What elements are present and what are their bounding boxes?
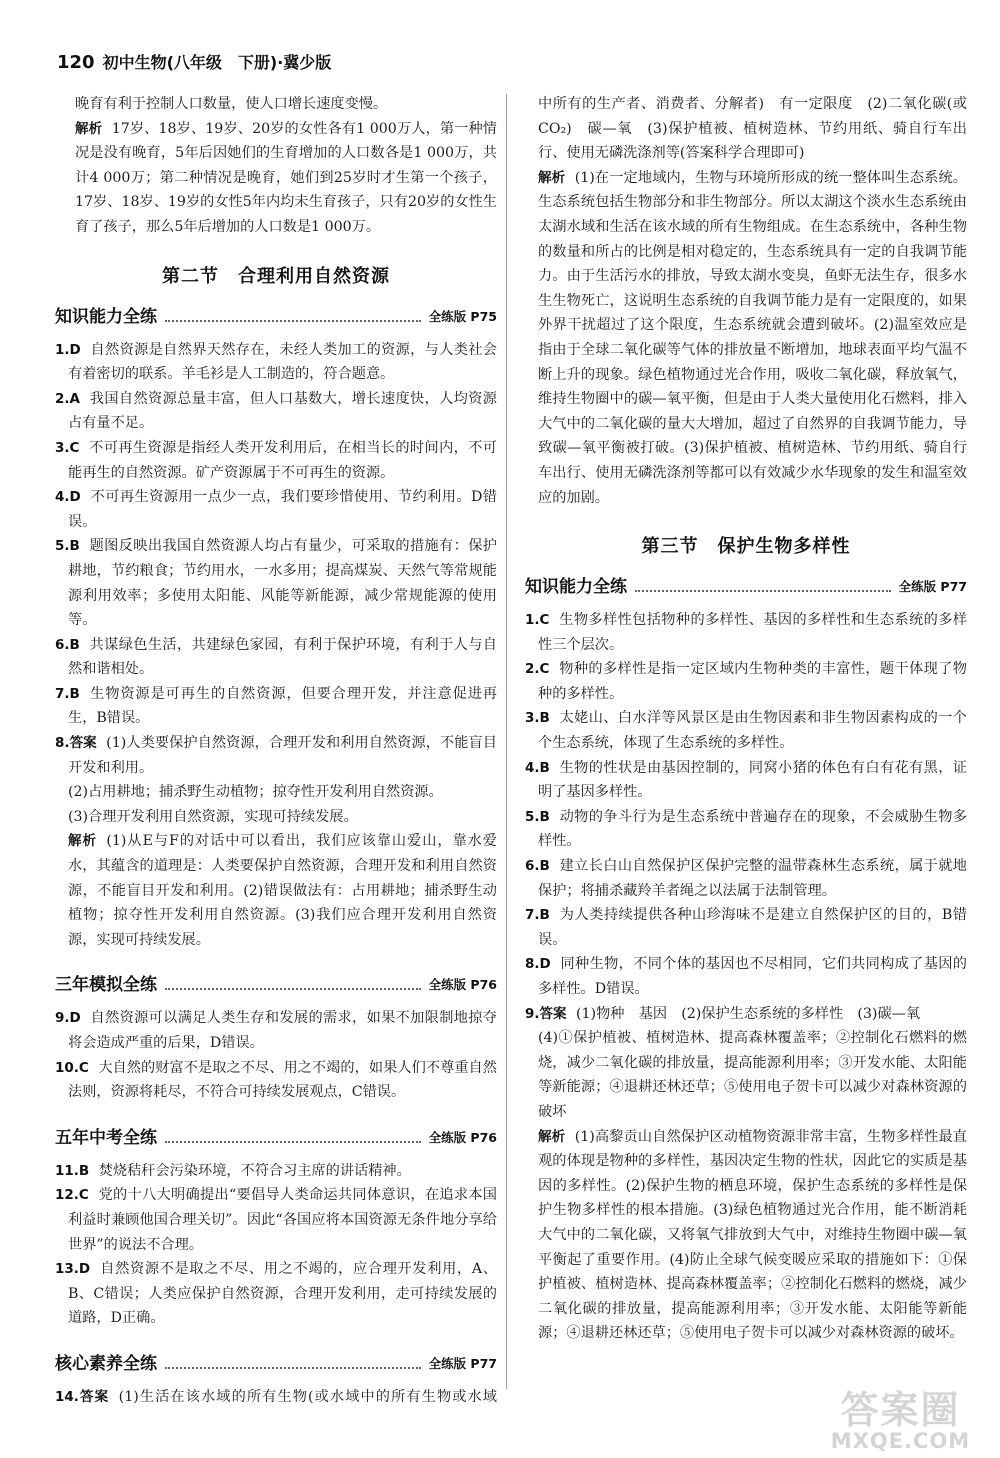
page-reference: 全练版 P75 bbox=[428, 308, 497, 324]
item-number: 1.D bbox=[55, 341, 81, 358]
analysis-label: 解析 bbox=[75, 120, 103, 137]
item-number: 2.A bbox=[55, 390, 80, 407]
item-explanation: 生物的性状是由基因控制的，同窝小猪的体色有白有花有黑，证明了基因多样性。 bbox=[538, 759, 967, 801]
section-title: 第三节 保护生物多样性 bbox=[641, 536, 851, 558]
item-number: 13.D bbox=[55, 1261, 91, 1278]
item-number: 1.C bbox=[525, 612, 550, 629]
item-number: 9.D bbox=[55, 1010, 81, 1027]
analysis-paragraph bbox=[525, 1125, 967, 1346]
subsection-heading bbox=[55, 1351, 497, 1377]
analysis-text: (1)高黎贡山自然保护区动植物资源非常丰富，生物多样性最直观的体现是物种的多样性，基因决定生物的性状，因此它的实质是基因的多样性。(2)保护生物的栖息环境，保护生态系统的多样性是保护生物多样性的根本措施。(3)绿色植物通过光合作用，能不断消耗大气中的二氧化碳，又将氧气排放到大气中，对维持生物圈中碳—氧平衡起了重要作用。(4)防止全球气候变暖应采取的措施如下：①保护植被、植树造林、提高森林覆盖率；②控制化石燃料的燃烧，减少二氧化碳的排放量，提高能源利用率；③开发水能、太阳能等新能源；④退耕还林还草；⑤使用电子贺卡可以减少对森林资源的破坏。 bbox=[538, 1128, 967, 1342]
watermark-site: MXQE.COM bbox=[830, 1429, 971, 1453]
item-explanation: 焚烧秸秆会污染环境，不符合习主席的讲话精神。 bbox=[98, 1162, 411, 1179]
analysis-label: 解析 bbox=[538, 1128, 566, 1145]
item-explanation: 自然资源不是取之不尽、用之不竭的，应合理开发利用，A、B、C错误；人类应保护自然资源，合理开发利用，走可持续发展的道路，D正确。 bbox=[68, 1261, 497, 1327]
item-number: 2.C bbox=[525, 661, 550, 678]
dotted-leader bbox=[165, 320, 421, 322]
analysis-paragraph bbox=[55, 117, 497, 240]
right-column bbox=[525, 92, 967, 1346]
item-explanation: 党的十八大明确提出“要倡导人类命运共同体意识，在追求本国利益时兼顾他国合理关切”。因此“各国应将本国资源无条件地分享给世界”的说法不合理。 bbox=[68, 1187, 497, 1253]
answer-item bbox=[55, 1385, 497, 1410]
page-reference: 全练版 P77 bbox=[428, 1355, 497, 1371]
dotted-leader bbox=[165, 1367, 421, 1369]
page-reference: 全练版 P76 bbox=[428, 977, 497, 993]
item-number: 8.答案 bbox=[55, 735, 97, 752]
watermark-text: 答案圈 bbox=[840, 1388, 961, 1432]
column-divider bbox=[506, 94, 507, 1389]
answer-item bbox=[525, 805, 967, 854]
analysis-label: 解析 bbox=[68, 833, 97, 850]
item-number: 3.B bbox=[525, 710, 550, 727]
answer-item bbox=[55, 387, 497, 436]
page-number: 120 bbox=[57, 52, 95, 73]
answer-item bbox=[525, 657, 967, 706]
item-explanation: 物种的多样性是指一定区域内生物种类的丰富性，题干体现了物种的多样性。 bbox=[538, 661, 967, 702]
analysis-text: (1)从E与F的对话中可以看出，我们应该靠山爱山，靠水爱水，其蕴含的道理是：人类要保护自然资源，合理开发和利用自然资源，不能盲目开发和利用。(2)错误做法有：占用耕地；捕杀野生动植物；掠夺性开发利用自然资源。(3)我们应合理开发利用自然资源，实现可持续发展。 bbox=[68, 833, 497, 948]
subsection-heading bbox=[525, 574, 967, 600]
subsection-title: 核心素养全练 bbox=[55, 1353, 157, 1374]
subsection-title: 三年模拟全练 bbox=[55, 975, 157, 996]
subsection-heading bbox=[55, 972, 497, 998]
answer-item bbox=[55, 534, 497, 632]
dotted-leader bbox=[635, 590, 891, 592]
page-reference: 全练版 P76 bbox=[428, 1129, 497, 1145]
item-number: 8.D bbox=[525, 956, 551, 973]
item-number: 3.C bbox=[55, 439, 80, 456]
answer-item bbox=[525, 1002, 967, 1027]
item-number: 11.B bbox=[55, 1162, 90, 1179]
item-number: 7.B bbox=[55, 685, 80, 702]
item-explanation: 太姥山、白水洋等风景区是由生物因素和非生物因素构成的一个个生态系统，体现了生态系统的多样性。 bbox=[538, 710, 967, 752]
item-explanation: 动物的争斗行为是生态系统中普遍存在的现象，不会威胁生物多样性。 bbox=[538, 808, 967, 850]
subsection-title: 知识能力全练 bbox=[55, 306, 157, 327]
continued-answer: 中所有的生产者、消费者、分解者) 有一定限度 (2)二氧化碳(或CO₂) 碳—氧 (3)保护植被、植树造林、节约用纸、骑自行车出行、使用无磷洗涤剂等(答案科学合理即可) bbox=[538, 96, 967, 162]
answer-line: (4)①保护植被、植树造林、提高森林覆盖率；②控制化石燃料的燃烧，减少二氧化碳的排放量，提高能源利用率；③开发水能、太阳能等新能源；④退耕还林还草；⑤使用电子贺卡可以减少对森林资源的破坏 bbox=[538, 1030, 967, 1120]
answer-item bbox=[55, 1006, 497, 1055]
answer-item bbox=[55, 485, 497, 534]
watermark-logo bbox=[813, 1388, 988, 1453]
item-explanation: 生物资源是可再生的自然资源，但要合理开发，并注意促进再生，B错误。 bbox=[68, 685, 497, 727]
answer-item bbox=[525, 608, 967, 657]
book-title: 初中生物(八年级 下册)·冀少版 bbox=[102, 53, 332, 72]
item-explanation: 建立长白山自然保护区保护完整的温带森林生态系统，属于就地保护；将捕杀藏羚羊者绳之以法属于法制管理。 bbox=[538, 858, 967, 899]
dotted-leader bbox=[165, 988, 421, 990]
answer-item bbox=[525, 952, 967, 1001]
item-explanation: 自然资源可以满足人类生存和发展的需求，如果不加限制地掠夺将会造成严重的后果，D错误。 bbox=[68, 1010, 497, 1051]
item-number: 12.C bbox=[55, 1187, 89, 1204]
answer-line: (1)生活在该水域的所有生物(或水域中的所有生物或水域 bbox=[118, 1388, 497, 1405]
analysis-label: 解析 bbox=[538, 169, 566, 186]
item-number: 14.答案 bbox=[55, 1388, 110, 1405]
answer-line: (3)合理开发利用自然资源，实现可持续发展。 bbox=[68, 808, 358, 825]
section-title: 第二节 合理利用自然资源 bbox=[162, 265, 390, 287]
answer-item bbox=[55, 338, 497, 387]
page-header bbox=[57, 50, 331, 76]
item-number: 10.C bbox=[55, 1059, 89, 1076]
answer-item bbox=[55, 633, 497, 682]
analysis-paragraph bbox=[55, 829, 497, 952]
dotted-leader bbox=[165, 1141, 421, 1143]
answer-item bbox=[525, 706, 967, 755]
analysis-paragraph bbox=[525, 166, 967, 510]
item-explanation: 大自然的财富不是取之不尽、用之不竭的，如果人们不尊重自然法则，资源将耗尽，不符合可持续发展观点，C错误。 bbox=[68, 1059, 497, 1101]
answer-line: (2)占用耕地；捕杀野生动植物；掠夺性开发利用自然资源。 bbox=[68, 784, 443, 801]
item-explanation: 共谋绿色生活，共建绿色家园，有利于保护环境，有利于人与自然和谐相处。 bbox=[68, 636, 497, 678]
answer-item bbox=[525, 903, 967, 952]
answer-item bbox=[55, 731, 497, 780]
answer-line: (1)人类要保护自然资源，合理开发和利用自然资源，不能盲目开发和利用。 bbox=[68, 735, 497, 776]
answer-item bbox=[55, 1159, 497, 1184]
answer-item bbox=[525, 756, 967, 805]
answer-item bbox=[525, 854, 967, 903]
subsection-title: 五年中考全练 bbox=[55, 1127, 157, 1148]
item-explanation: 同种生物，不同个体的基因也不尽相同，它们共同构成了基因的多样性。D错误。 bbox=[538, 956, 967, 997]
answer-item bbox=[55, 1257, 497, 1331]
item-explanation: 不可再生资源用一点少一点，我们要珍惜使用、节约利用。D错误。 bbox=[68, 489, 497, 530]
analysis-text: 17岁、18岁、19岁、20岁的女性各有1 000万人，第一种情况是没有晚育，5年后因她们的生育增加的人口数各是1 000万，共计4 000万；第二种情况是晚育，她们到25岁时才生第一个孩子，17岁、18岁、19岁的女性5年内均未生育孩子，只有20岁的女性生育了孩子，那么5年后增加的人口数是1 000万。 bbox=[75, 120, 497, 235]
item-number: 5.B bbox=[525, 808, 550, 825]
item-number: 6.B bbox=[525, 858, 550, 875]
item-explanation: 我国自然资源总量丰富，但人口基数大，增长速度快，人均资源占有量不足。 bbox=[68, 390, 497, 432]
item-number: 9.答案 bbox=[525, 1005, 567, 1022]
item-number: 6.B bbox=[55, 636, 80, 653]
item-explanation: 为人类持续提供各种山珍海味不是建立自然保护区的目的，B错误。 bbox=[538, 907, 967, 948]
analysis-text: (1)在一定地域内，生物与环境所形成的统一整体叫生态系统。生态系统包括生物部分和非生物部分。所以太湖这个淡水生态系统由太湖水域和生活在该水域的所有生物组成。在生态系统中，各种生物的数量和所占的比例是相对稳定的，生态系统具有一定的自我调节能力。由于生活污水的排放，导致太湖水变臭，鱼虾无法生存，很多水生生物死亡，这说明生态系统的自我调节能力是有一定限度的，如果外界干扰超过了这个限度，生态系统就会遭到破坏。(2)温室效应是指由于全球二氧化碳等气体的排放量不断增加，地球表面平均气温不断上升的现象。绿色植物通过光合作用，吸收二氧化碳，释放氧气，维持生物圈中的碳—氧平衡，但是由于人类大量使用化石燃料，排入大气中的二氧化碳的量大大增加，超过了自然界的自我调节能力，导致碳—氧平衡被打破。(3)保护植被、植树造林、节约用纸、骑自行车出行、使用无磷洗涤剂等都可以有效减少水华现象的发生和温室效应的加剧。 bbox=[538, 169, 967, 506]
item-explanation: 生物多样性包括物种的多样性、基因的多样性和生态系统的多样性三个层次。 bbox=[538, 612, 967, 653]
item-number: 4.B bbox=[525, 759, 550, 776]
item-number: 7.B bbox=[525, 907, 550, 924]
subsection-heading bbox=[55, 1125, 497, 1151]
item-explanation: 不可再生资源是指经人类开发利用后，在相当长的时间内，不可能再生的自然资源。矿产资源属于不可再生的资源。 bbox=[68, 439, 497, 481]
answer-item bbox=[55, 1183, 497, 1257]
item-number: 4.D bbox=[55, 489, 81, 506]
subsection-heading bbox=[55, 304, 497, 330]
answer-item bbox=[55, 1056, 497, 1105]
continued-answer: 晚育有利于控制人口数量，使人口增长速度变慢。 bbox=[75, 96, 388, 112]
answer-line: (1)物种 基因 (2)保护生态系统的多样性 (3)碳—氧 bbox=[575, 1005, 921, 1022]
item-number: 5.B bbox=[55, 538, 80, 555]
answer-item bbox=[55, 436, 497, 485]
answer-item bbox=[55, 682, 497, 731]
item-explanation: 自然资源是自然界天然存在，未经人类加工的资源，与人类社会有着密切的联系。羊毛衫是人工制造的，符合题意。 bbox=[68, 341, 497, 383]
page-reference: 全练版 P77 bbox=[898, 579, 967, 595]
item-explanation: 题图反映出我国自然资源人均占有量少，可采取的措施有：保护耕地，节约粮食；节约用水，一水多用；提高煤炭、天然气等常规能源利用效率；多使用太阳能、风能等新能源，减少常规能源的使用等。 bbox=[68, 538, 497, 629]
left-column bbox=[55, 92, 497, 1410]
subsection-title: 知识能力全练 bbox=[525, 577, 627, 598]
